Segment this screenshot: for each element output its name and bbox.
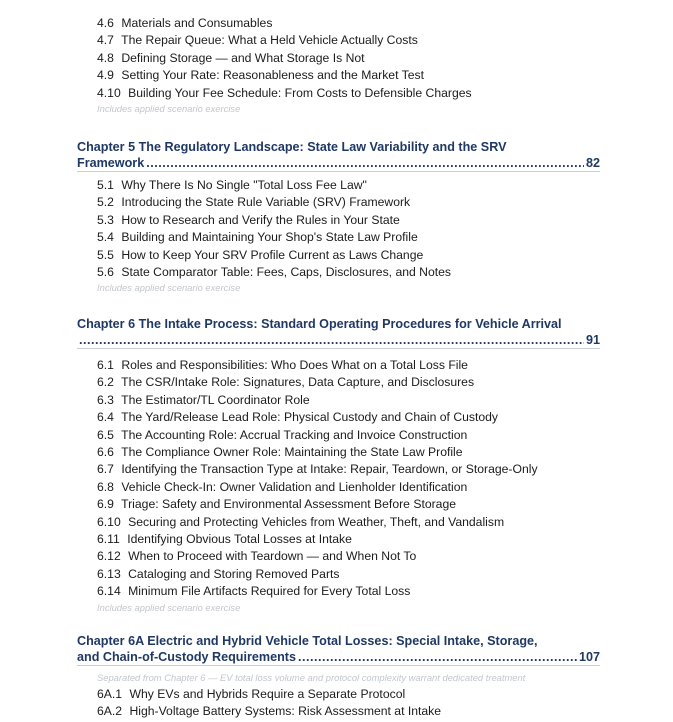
toc-entry[interactable]: 6.11 Identifying Obvious Total Losses at Intake [97,532,352,547]
toc-entry[interactable]: 5.6 State Comparator Table: Fees, Caps, Disclosures, and Notes [97,265,452,280]
chapter-heading[interactable] [77,140,600,172]
toc-entry[interactable]: 6A.1 Why EVs and Hybrids Require a Separate Protocol [97,687,406,701]
toc-entry[interactable]: 5.4 Building and Maintaining Your Shop's State Law Profile [97,230,418,245]
toc-entry[interactable]: 4.8 Defining Storage — and What Storage Is Not [97,50,365,65]
toc-entry[interactable]: 4.10 Building Your Fee Schedule: From Costs to Defensible Charges [97,85,472,100]
page-number: 82 [585,155,600,170]
chapter-5-block [0,140,673,294]
toc-entry[interactable]: 5.3 How to Research and Verify the Rules in Your State [97,212,400,227]
toc-entry[interactable]: 5.1 Why There Is No Single "Total Loss Fee Law" [97,178,367,192]
toc-entry[interactable]: 6.8 Vehicle Check-In: Owner Validation and Lienholder Identification [97,479,468,494]
toc-entry[interactable]: 6.9 Triage: Safety and Environmental Assessment Before Storage [97,497,457,512]
toc-entry[interactable]: 6.3 The Estimator/TL Coordinator Role [97,392,310,407]
toc-entry[interactable]: 5.5 How to Keep Your SRV Profile Current as Laws Change [97,247,424,262]
toc-entry[interactable]: 6.10 Securing and Protecting Vehicles from Weather, Theft, and Vandalism [97,514,505,529]
leader-dots [146,156,584,172]
leader-dots [79,333,584,349]
toc-entry[interactable]: 4.7 The Repair Queue: What a Held Vehicle Actually Costs [97,33,418,48]
exercise-note: Includes applied scenario exercise [97,282,241,294]
toc-entry[interactable]: 5.2 Introducing the State Rule Variable (SRV) Framework [97,195,411,210]
leader-dots [298,650,577,666]
toc-entry[interactable]: 6.4 The Yard/Release Lead Role: Physical Custody and Chain of Custody [97,410,499,425]
chapter-title-line-1: Chapter 6A Electric and Hybrid Vehicle Total Losses: Special Intake, Storage, [77,634,538,648]
toc-entry[interactable]: 6.7 Identifying the Transaction Type at Intake: Repair, Teardown, or Storage-Only [97,462,538,477]
chapter-note: Separated from Chapter 6 — EV total loss volume and protocol complexity warrant dedicated treatment [97,672,526,683]
toc-entry[interactable]: 6.5 The Accounting Role: Accrual Tracking and Invoice Construction [97,427,468,442]
toc-entry[interactable]: 6.12 When to Proceed with Teardown — and When Not To [97,549,417,564]
chapter-title-line-1: Chapter 5 The Regulatory Landscape: State Law Variability and the SRV [77,140,507,154]
chapter-heading[interactable] [77,317,600,349]
page-number: 107 [578,649,600,664]
chapter-title-line-2: Framework [77,155,145,170]
chapter-title-line-1: Chapter 6 The Intake Process: Standard Operating Procedures for Vehicle Arrival [77,317,562,331]
toc-entry[interactable]: 6.1 Roles and Responsibilities: Who Does What on a Total Loss File [97,358,468,372]
toc-entry[interactable]: 6.14 Minimum File Artifacts Required for Every Total Loss [97,584,411,599]
chapter-title-line-2: and Chain-of-Custody Requirements [77,649,297,664]
exercise-note: Includes applied scenario exercise [97,601,241,613]
chapter-heading[interactable] [77,634,600,666]
toc-entry[interactable]: 6.6 The Compliance Owner Role: Maintaining the State Law Profile [97,445,463,460]
toc-entry[interactable]: 4.9 Setting Your Rate: Reasonableness and the Market Test [97,68,424,83]
chapter-4-continued [0,15,673,115]
chapter-6-block [0,317,673,614]
toc-entry[interactable]: 6A.2 High-Voltage Battery Systems: Risk Assessment at Intake [97,704,442,719]
toc-entry[interactable]: 6.13 Cataloging and Storing Removed Parts [97,566,340,581]
exercise-note: Includes applied scenario exercise [97,103,241,115]
toc-entry[interactable]: 4.6 Materials and Consumables [97,16,273,30]
chapter-6a-block [0,634,673,721]
page-number: 91 [585,332,600,347]
toc-entry[interactable]: 6.2 The CSR/Intake Role: Signatures, Data Capture, and Disclosures [97,375,475,390]
